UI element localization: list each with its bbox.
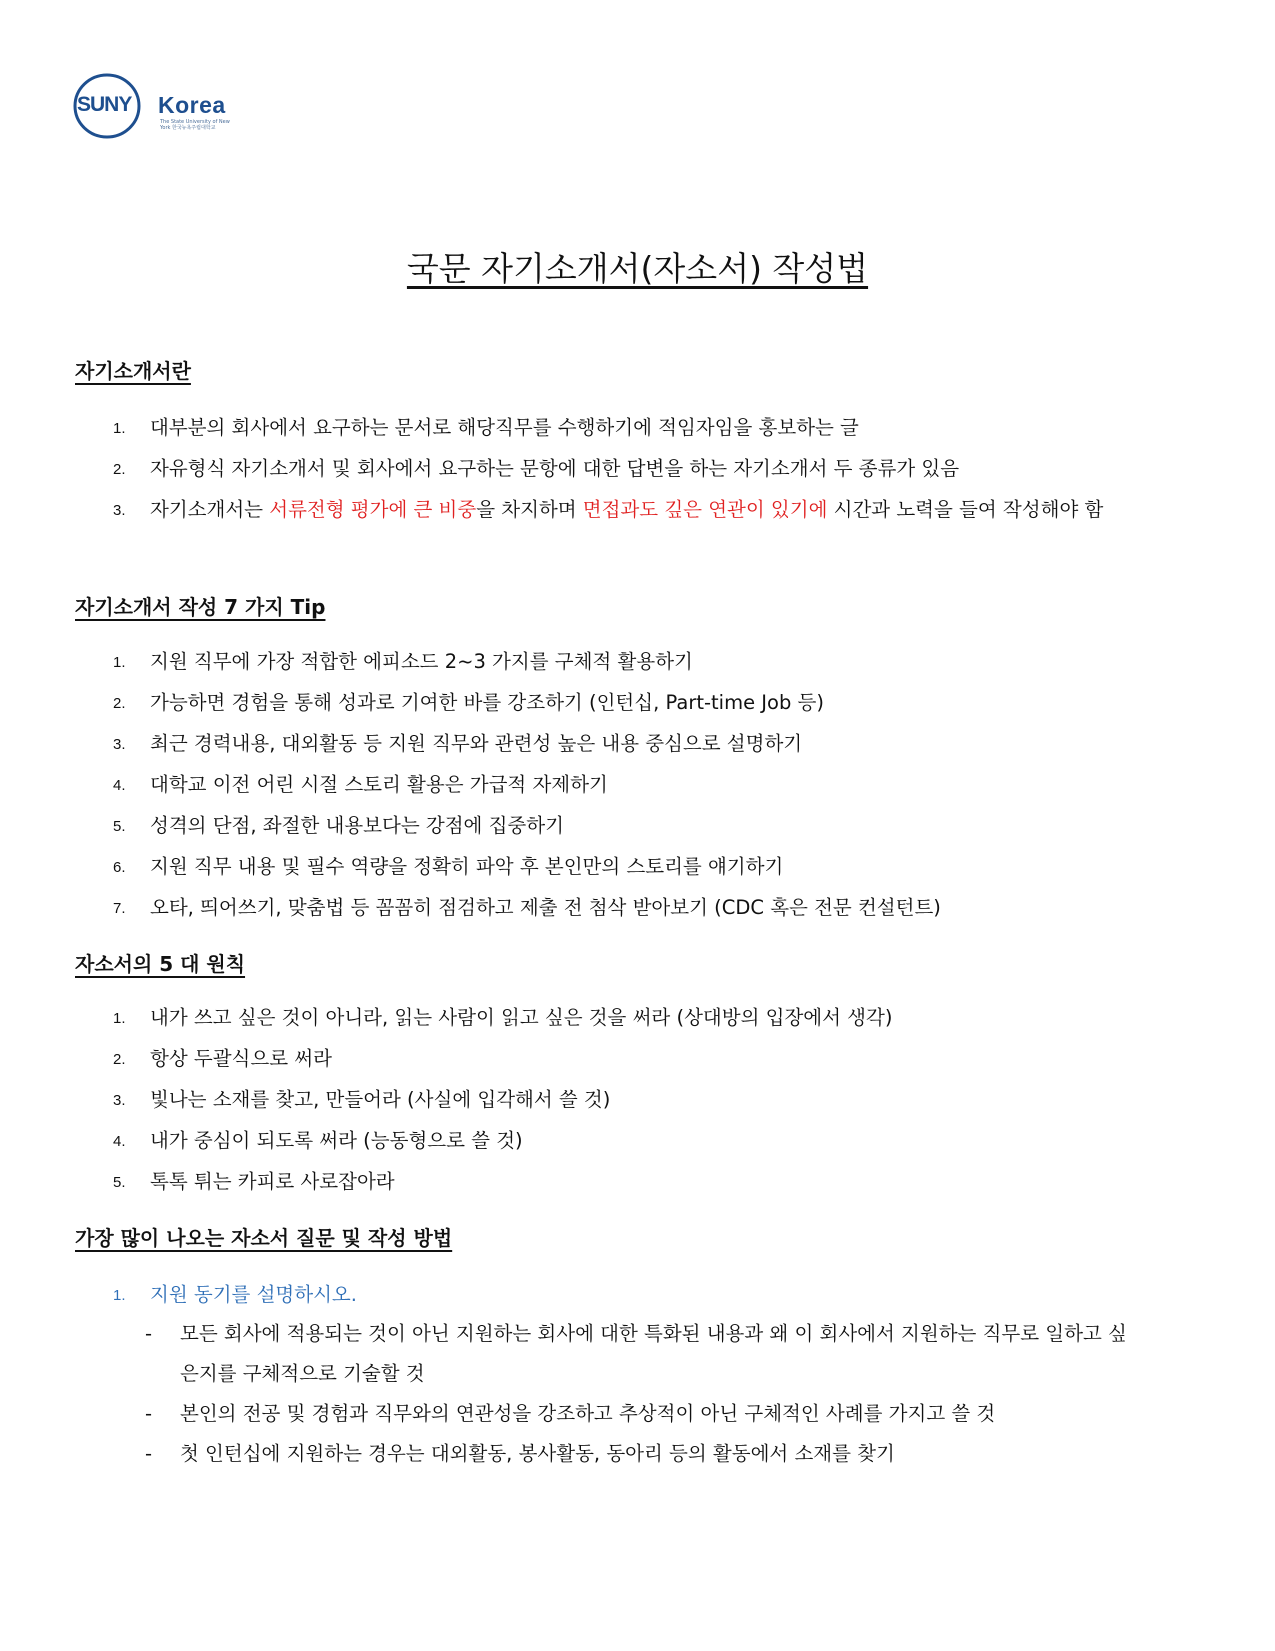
list-item-text: 톡톡 튀는 카피로 사로잡아라 (150, 1170, 395, 1193)
list-item (75, 1038, 1205, 1079)
list-item (75, 723, 1205, 764)
list-item (75, 805, 1205, 846)
section-heading-principles: 자소서의 5 대 원칙 (75, 952, 246, 976)
highlight-text: 서류전형 평가에 큰 비중 (269, 498, 477, 521)
dash-bullet: - (145, 1322, 153, 1345)
list-item-text-part: 을 차지하며 (476, 498, 583, 521)
guidance-text: 첫 인턴십에 지원하는 경우는 대외활동, 봉사활동, 동아리 등의 활동에서 소재를 찾기 (180, 1442, 895, 1465)
dash-bullet: - (145, 1402, 153, 1425)
suny-korea-logo (72, 72, 242, 140)
intro-list (75, 407, 1205, 530)
list-number: 2. (113, 461, 126, 478)
list-item-text: 가능하면 경험을 통해 성과로 기여한 바를 강조하기 (인턴십, Part-time Job 등) (150, 691, 824, 714)
list-number: 4. (113, 777, 126, 794)
list-item-text: 내가 쓰고 싶은 것이 아니라, 읽는 사람이 읽고 싶은 것을 써라 (상대방의 입장에서 생각) (150, 1006, 893, 1029)
list-item-text: 지원 직무에 가장 적합한 에피소드 2~3 가지를 구체적 활용하기 (150, 650, 693, 673)
question-text: 지원 동기를 설명하시오. (150, 1283, 357, 1306)
list-item-text-part: 시간과 노력을 들여 작성해야 함 (827, 498, 1104, 521)
logo-ring-text: SUNY (77, 93, 132, 116)
list-item-text: 성격의 단점, 좌절한 내용보다는 강점에 집중하기 (150, 814, 564, 837)
principles-list (75, 997, 1205, 1202)
list-item-text: 최근 경력내용, 대외활동 등 지원 직무와 관련성 높은 내용 중심으로 설명하기 (150, 732, 803, 755)
list-number: 1. (113, 1287, 126, 1304)
guidance-item (145, 1434, 1145, 1474)
list-item (75, 846, 1205, 887)
list-item (75, 682, 1205, 723)
logo-wordmark: Korea (158, 92, 226, 118)
list-item-text: 지원 직무 내용 및 필수 역량을 정확히 파악 후 본인만의 스토리를 얘기하기 (150, 855, 784, 878)
tips-list (75, 641, 1205, 928)
section-heading-questions: 가장 많이 나오는 자소서 질문 및 작성 방법 (75, 1226, 453, 1250)
questions-list (75, 1274, 1205, 1315)
list-number: 7. (113, 900, 126, 917)
list-item (75, 489, 1205, 530)
list-item (75, 1120, 1205, 1161)
list-item (75, 764, 1205, 805)
list-number: 5. (113, 1174, 126, 1191)
list-item-text: 내가 중심이 되도록 써라 (능동형으로 쓸 것) (150, 1129, 523, 1152)
list-item (75, 1079, 1205, 1120)
list-item-text-part: 자기소개서는 (150, 498, 270, 521)
list-item-text: 대학교 이전 어린 시절 스토리 활용은 가급적 자제하기 (150, 773, 608, 796)
list-item (75, 407, 1205, 448)
list-number: 1. (113, 654, 126, 671)
list-item (75, 887, 1205, 928)
list-number: 3. (113, 736, 126, 753)
list-number: 3. (113, 1092, 126, 1109)
list-item (75, 448, 1205, 489)
guidance-item (145, 1314, 1145, 1394)
list-number: 2. (113, 695, 126, 712)
section-heading-intro: 자기소개서란 (75, 359, 191, 383)
question-guidance-list (145, 1314, 1145, 1474)
highlight-text: 면접과도 깊은 연관이 있기에 (582, 498, 828, 521)
list-item-text: 빛나는 소재를 찾고, 만들어라 (사실에 입각해서 쓸 것) (150, 1088, 611, 1111)
list-item-text: 자유형식 자기소개서 및 회사에서 요구하는 문항에 대한 답변을 하는 자기소개서 두 종류가 있음 (150, 457, 960, 480)
list-item (75, 641, 1205, 682)
list-item-text: 항상 두괄식으로 써라 (150, 1047, 332, 1070)
list-number: 1. (113, 420, 126, 437)
list-number: 2. (113, 1051, 126, 1068)
section-heading-tips: 자기소개서 작성 7 가지 Tip (75, 595, 326, 619)
list-number: 5. (113, 818, 126, 835)
list-item (75, 1161, 1205, 1202)
list-number: 3. (113, 502, 126, 519)
guidance-text: 본인의 전공 및 경험과 직무와의 연관성을 강조하고 추상적이 아닌 구체적인 사례를 가지고 쓸 것 (180, 1402, 996, 1425)
logo-tagline: The State University of New York 한국뉴욕주립대학교 (160, 119, 230, 131)
list-number: 4. (113, 1133, 126, 1150)
guidance-item (145, 1394, 1145, 1434)
dash-bullet: - (145, 1442, 153, 1465)
list-number: 1. (113, 1010, 126, 1027)
page-title: 국문 자기소개서(자소서) 작성법 (406, 249, 869, 288)
guidance-text: 모든 회사에 적용되는 것이 아닌 지원하는 회사에 대한 특화된 내용과 왜 이 회사에서 지원하는 직무로 일하고 싶은지를 구체적으로 기술할 것 (180, 1322, 1127, 1385)
list-item-text: 대부분의 회사에서 요구하는 문서로 해당직무를 수행하기에 적임자임을 홍보하는 글 (150, 416, 859, 439)
list-item (75, 997, 1205, 1038)
list-number: 6. (113, 859, 126, 876)
list-item-text: 오타, 띄어쓰기, 맞춤법 등 꼼꼼히 점검하고 제출 전 첨삭 받아보기 (CDC 혹은 전문 컨설턴트) (150, 896, 941, 919)
question-item (75, 1274, 1205, 1315)
